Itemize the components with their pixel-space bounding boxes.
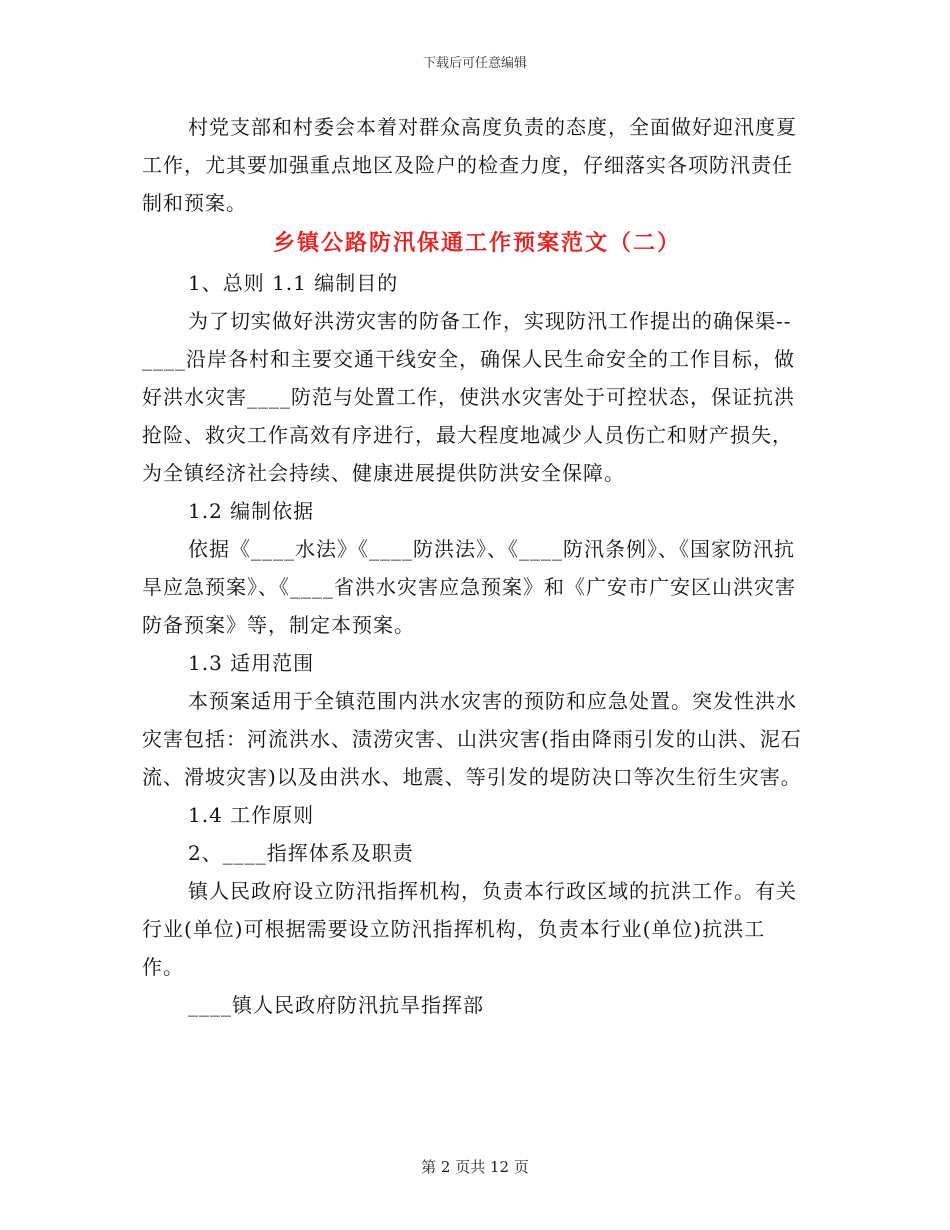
section-2-subheading: ____镇人民政府防汛抗旱指挥部	[188, 993, 484, 1017]
section-1-2-heading: 1.2 编制依据	[188, 499, 315, 523]
page-footer: 第 2 页共 12 页	[421, 1158, 529, 1176]
section-1-4-heading: 1.4 工作原则	[188, 803, 315, 827]
section-1-3-body: 本预案适用于全镇范围内洪水灾害的预防和应急处置。突发性洪水灾害包括：河流洪水、渍涝灾害、山洪灾害(指由降雨引发的山洪、泥石流、滑坡灾害)以及由洪水、地震、等引发的堤防决口等次生衍生灾害。	[142, 689, 802, 789]
document-body	[142, 108, 802, 1024]
intro-paragraph: 村党支部和村委会本着对群众高度负责的态度，全面做好迎汛度夏工作，尤其要加强重点地区及险户的检查力度，仔细落实各项防汛责任制和预案。	[142, 115, 797, 215]
document-title: 乡镇公路防汛保通工作预案范文（二）	[272, 230, 681, 256]
section-1-3-heading: 1.3 适用范围	[188, 651, 315, 675]
section-1-body: 为了切实做好洪涝灾害的防备工作，实现防汛工作提出的确保渠--____沿岸各村和主要交通干线安全，确保人民生命安全的工作目标，做好洪水灾害____防范与处置工作，使洪水灾害处于可控状态，保证抗洪抢险、救灾工作高效有序进行，最大程度地减少人员伤亡和财产损失，为全镇经济社会持续、健康进展提供防洪安全保障。	[142, 309, 795, 485]
section-2-heading: 2、____指挥体系及职责	[188, 841, 414, 865]
page-header: 下载后可任意编辑	[422, 56, 527, 71]
section-1-2-body: 依据《____水法》《____防洪法》、《____防汛条例》、《国家防汛抗旱应急预案》、《____省洪水灾害应急预案》和《广安市广安区山洪灾害防备预案》等，制定本预案。	[142, 537, 796, 637]
section-1-heading: 1、总则 1.1 编制目的	[188, 271, 399, 295]
section-2-body: 镇人民政府设立防汛指挥机构，负责本行政区域的抗洪工作。有关行业(单位)可根据需要设立防汛指挥机构，负责本行业(单位)抗洪工作。	[142, 879, 797, 979]
